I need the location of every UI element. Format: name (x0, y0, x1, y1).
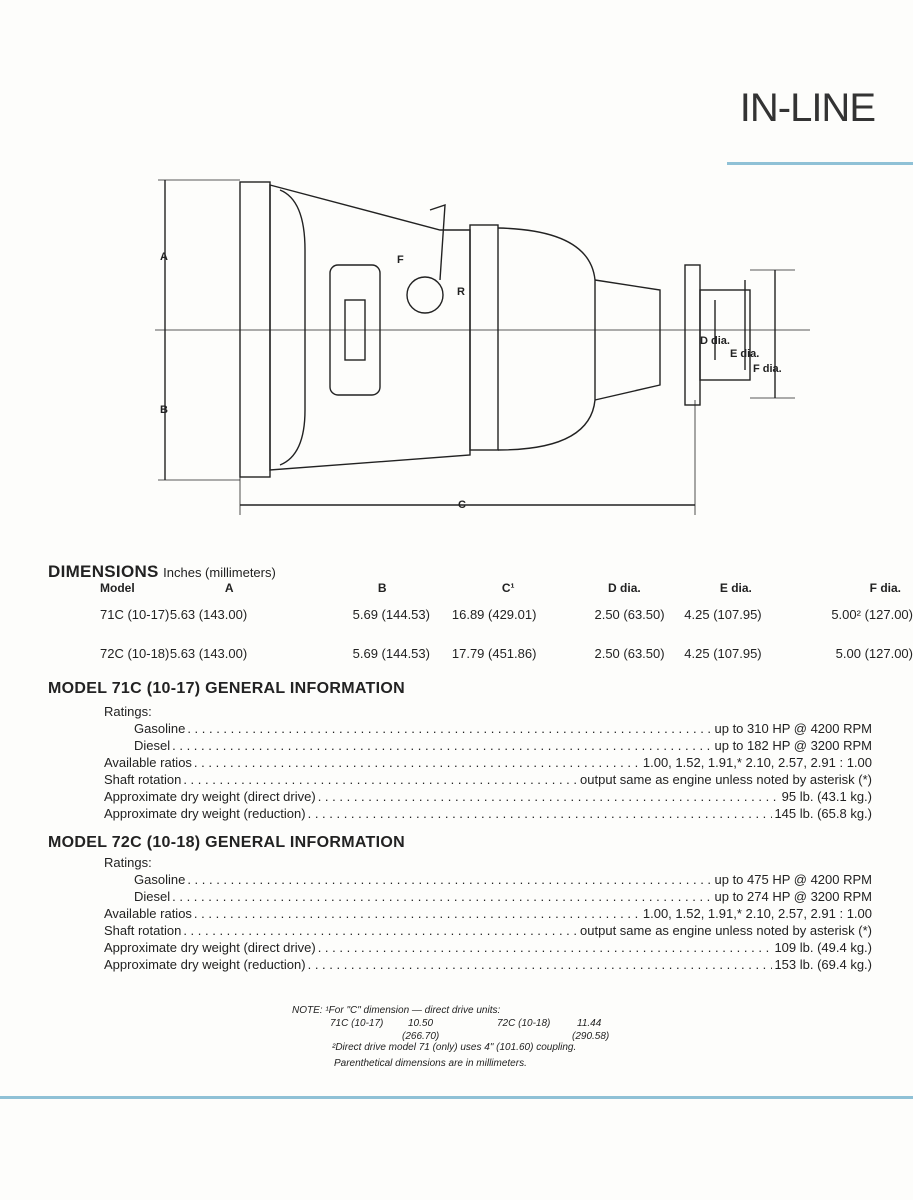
column-header: B (377, 581, 387, 595)
info-row: Diesel . . . up to 182 HP @ 3200 RPM (104, 737, 872, 754)
cell: 4.25 (107.95) (684, 646, 762, 661)
cell: 2.50 (63.50) (594, 646, 665, 661)
dimension-label-c: C (458, 499, 466, 511)
column-header: Model (100, 581, 135, 595)
column-header: A (224, 581, 234, 595)
dimensions-units: Inches (millimeters) (163, 565, 276, 580)
info-row: Approximate dry weight (reduction) . . . 153 lb. (69.4 kg.) (104, 956, 872, 973)
cell: 71C (10-17) (100, 607, 170, 622)
note-model: 71C (10-17) (330, 1018, 384, 1029)
cell: 72C (10-18) (100, 646, 170, 661)
footer-rule (0, 1096, 913, 1099)
table-row (100, 607, 913, 646)
ratings-label: Ratings: (104, 704, 152, 719)
model-71c-info (104, 703, 872, 822)
dimension-label-b: B (160, 404, 168, 416)
model-71c-heading: MODEL 71C (10-17) GENERAL INFORMATION (48, 680, 405, 697)
ratings-label: Ratings: (104, 855, 152, 870)
transmission-diagram (140, 170, 820, 530)
reverse-label: R (457, 286, 465, 298)
note-value: (290.58) (572, 1031, 610, 1042)
info-row: Available ratios . . . 1.00, 1.52, 1.91,* 2.10, 2.57, 2.91 : 1.00 (104, 905, 872, 922)
model-72c-heading: MODEL 72C (10-18) GENERAL INFORMATION (48, 834, 405, 851)
dimensions-title: DIMENSIONS (48, 562, 159, 581)
dimensions-table (100, 578, 913, 685)
note-value: 11.44 (577, 1018, 602, 1029)
cell: 4.25 (107.95) (684, 607, 762, 622)
dimension-label-e: E dia. (730, 348, 760, 360)
info-row: Approximate dry weight (direct drive) . . . 95 lb. (43.1 kg.) (104, 788, 872, 805)
info-row: Available ratios . . . 1.00, 1.52, 1.91,* 2.10, 2.57, 2.91 : 1.00 (104, 754, 872, 771)
header-rule (727, 162, 913, 165)
cell: 5.69 (144.53) (352, 646, 430, 661)
info-row: Diesel . . . up to 274 HP @ 3200 RPM (104, 888, 872, 905)
column-header: D dia. (608, 581, 641, 595)
info-row: Approximate dry weight (reduction) . . . 145 lb. (65.8 kg.) (104, 805, 872, 822)
cell: 5.63 (143.00) (169, 607, 248, 622)
cell: 2.50 (63.50) (594, 607, 665, 622)
column-header: C¹ (501, 581, 515, 595)
info-row: Shaft rotation . . . output same as engine unless noted by asterisk (*) (104, 922, 872, 939)
forward-label: F (397, 254, 404, 266)
note-value: (266.70) (402, 1031, 440, 1042)
dimension-label-a: A (160, 251, 168, 263)
note-value: 10.50 (408, 1018, 434, 1029)
model-72c-info (104, 854, 872, 973)
page-title: IN-LINE (739, 86, 875, 130)
cell: 5.00² (127.00) (831, 607, 913, 622)
column-header: E dia. (719, 581, 752, 595)
info-row: Approximate dry weight (direct drive) . . . 109 lb. (49.4 kg.) (104, 939, 872, 956)
note-line: Parenthetical dimensions are in millimeters. (334, 1058, 527, 1069)
dimension-label-d: D dia. (700, 335, 730, 347)
info-row: Gasoline . . . up to 310 HP @ 4200 RPM (104, 720, 872, 737)
dimension-label-f: F dia. (753, 363, 782, 375)
cell: 16.89 (429.01) (451, 607, 537, 622)
column-header: F dia. (869, 581, 901, 595)
cell: 17.79 (451.86) (451, 646, 537, 661)
info-row: Shaft rotation . . . output same as engine unless noted by asterisk (*) (104, 771, 872, 788)
note-line: ²Direct drive model 71 (only) uses 4" (101.60) coupling. (332, 1042, 577, 1053)
info-row: Gasoline . . . up to 475 HP @ 4200 RPM (104, 871, 872, 888)
cell: 5.00 (127.00) (835, 646, 913, 661)
cell: 5.69 (144.53) (352, 607, 430, 622)
note-model: 72C (10-18) (497, 1018, 551, 1029)
cell: 5.63 (143.00) (169, 646, 248, 661)
note-line: NOTE: ¹For "C" dimension — direct drive units: (292, 1005, 501, 1016)
